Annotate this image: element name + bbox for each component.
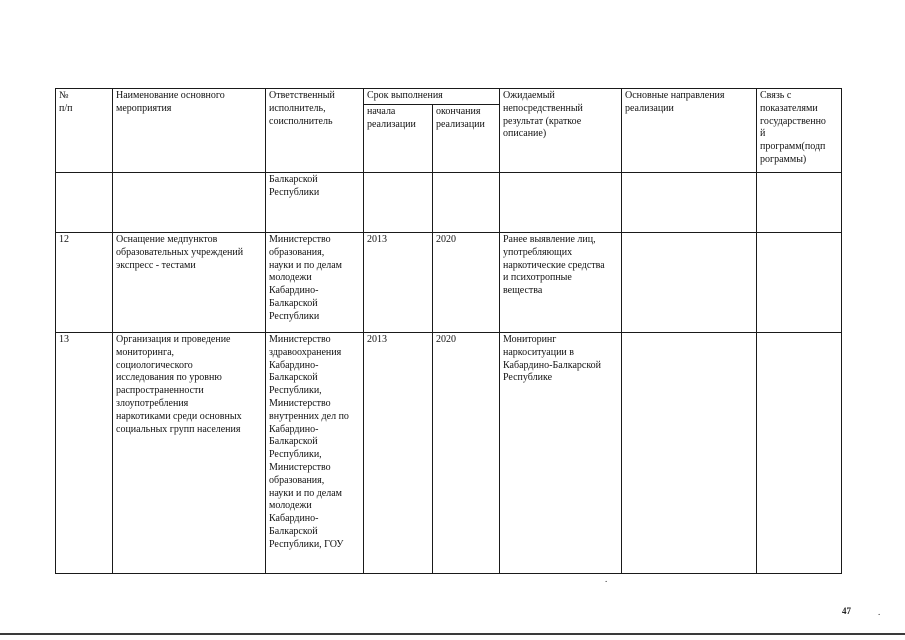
cell-num <box>56 173 113 233</box>
cell-directions <box>622 173 757 233</box>
cell-executor: Министерство здравоохранения Кабардино- Балкарской Республики, Министерство внутренних дел по Кабардино- Балкарской Республики, Министерство образования, науки и по делам молодежи Кабардино- Балкарской Республики, ГОУ <box>266 333 364 574</box>
header-row <box>56 89 842 105</box>
cell-num: 12 <box>56 233 113 333</box>
cell-num: 13 <box>56 333 113 574</box>
header-link: Связь с показателями государственно й программ(подп рограммы) <box>757 89 842 173</box>
cell-start: 2013 <box>364 233 433 333</box>
measures-table <box>55 88 842 574</box>
cell-result: Ранее выявление лиц, употребляющих наркотические средства и психотропные вещества <box>500 233 622 333</box>
header-end: окончания реализации <box>433 105 500 173</box>
cell-link <box>757 333 842 574</box>
cell-directions <box>622 233 757 333</box>
page-number: 47 <box>842 606 851 616</box>
stray-dot: . <box>605 574 608 584</box>
table-row <box>56 173 842 233</box>
cell-name: Организация и проведение мониторинга, социологического исследования по уровню распространенности злоупотребления наркотиками среди основных социальных групп населения <box>113 333 266 574</box>
cell-name: Оснащение медпунктов образовательных учреждений экспресс - тестами <box>113 233 266 333</box>
header-period: Срок выполнения <box>364 89 500 105</box>
table-row <box>56 233 842 333</box>
cell-name <box>113 173 266 233</box>
header-result: Ожидаемый непосредственный результат (краткое описание) <box>500 89 622 173</box>
header-num: № п/п <box>56 89 113 173</box>
header-executor: Ответственный исполнитель, соисполнитель <box>266 89 364 173</box>
cell-end: 2020 <box>433 333 500 574</box>
cell-result <box>500 173 622 233</box>
cell-result: Мониторинг наркоситуации в Кабардино-Балкарской Республике <box>500 333 622 574</box>
header-start: начала реализации <box>364 105 433 173</box>
cell-end: 2020 <box>433 233 500 333</box>
cell-executor: Балкарской Республики <box>266 173 364 233</box>
stray-dot-right: . <box>878 607 881 617</box>
cell-end <box>433 173 500 233</box>
header-directions: Основные направления реализации <box>622 89 757 173</box>
cell-start <box>364 173 433 233</box>
cell-directions <box>622 333 757 574</box>
scan-edge-line <box>0 633 905 635</box>
cell-link <box>757 233 842 333</box>
cell-link <box>757 173 842 233</box>
cell-executor: Министерство образования, науки и по делам молодежи Кабардино- Балкарской Республики <box>266 233 364 333</box>
header-name: Наименование основного мероприятия <box>113 89 266 173</box>
table-row <box>56 333 842 574</box>
cell-start: 2013 <box>364 333 433 574</box>
